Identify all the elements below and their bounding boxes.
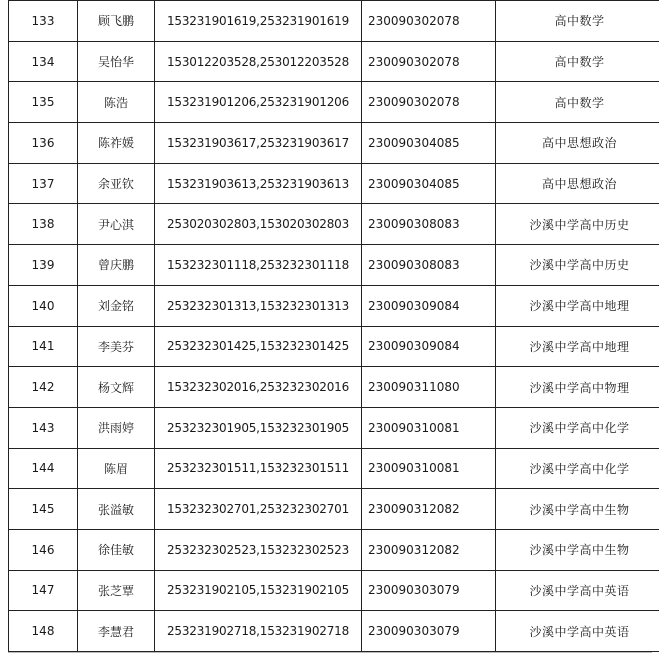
name-cell: 顾飞鹏	[78, 1, 155, 42]
exam-number-cell: 253232301905,153232301905	[155, 407, 362, 448]
exam-number-cell: 153231901206,253231901206	[155, 82, 362, 123]
name-cell: 杨文辉	[78, 367, 155, 408]
table-row	[9, 245, 659, 286]
table-row	[9, 82, 659, 123]
name-cell: 张溢敏	[78, 489, 155, 530]
row-number-cell: 144	[9, 448, 78, 489]
table-row	[9, 123, 659, 164]
name-cell: 张芝覃	[78, 570, 155, 611]
subject-cell: 沙溪中学高中历史	[496, 245, 659, 286]
row-number-cell: 137	[9, 163, 78, 204]
table-row	[9, 529, 659, 570]
certificate-number-cell: 230090303079	[362, 611, 496, 652]
exam-number-cell: 153012203528,253012203528	[155, 41, 362, 82]
row-number-cell: 146	[9, 529, 78, 570]
subject-cell: 高中数学	[496, 41, 659, 82]
name-cell: 徐佳敏	[78, 529, 155, 570]
certificate-number-cell: 230090310081	[362, 448, 496, 489]
name-cell: 刘金铭	[78, 285, 155, 326]
certificate-number-cell: 230090302078	[362, 82, 496, 123]
certificate-number-cell: 230090308083	[362, 245, 496, 286]
name-cell: 尹心淇	[78, 204, 155, 245]
subject-cell: 沙溪中学高中地理	[496, 326, 659, 367]
name-cell: 曾庆鹏	[78, 245, 155, 286]
row-number-cell: 147	[9, 570, 78, 611]
exam-number-cell: 253231902105,153231902105	[155, 570, 362, 611]
table-row	[9, 41, 659, 82]
row-number-cell: 145	[9, 489, 78, 530]
row-number-cell: 133	[9, 1, 78, 42]
exam-number-cell: 153231901619,253231901619	[155, 1, 362, 42]
subject-cell: 沙溪中学高中生物	[496, 489, 659, 530]
table-row	[9, 611, 659, 652]
row-number-cell: 141	[9, 326, 78, 367]
name-cell: 陈浩	[78, 82, 155, 123]
certificate-number-cell: 230090309084	[362, 285, 496, 326]
exam-number-cell: 253232301425,153232301425	[155, 326, 362, 367]
subject-cell: 沙溪中学高中英语	[496, 611, 659, 652]
name-cell: 余亚钦	[78, 163, 155, 204]
subject-cell: 沙溪中学高中地理	[496, 285, 659, 326]
row-number-cell: 134	[9, 41, 78, 82]
subject-cell: 沙溪中学高中化学	[496, 407, 659, 448]
exam-number-cell: 153231903617,253231903617	[155, 123, 362, 164]
name-cell: 李美芬	[78, 326, 155, 367]
row-number-cell: 142	[9, 367, 78, 408]
certificate-number-cell: 230090304085	[362, 123, 496, 164]
subject-cell: 沙溪中学高中化学	[496, 448, 659, 489]
exam-number-cell: 253232302523,153232302523	[155, 529, 362, 570]
row-number-cell: 139	[9, 245, 78, 286]
roster-table-container	[8, 0, 659, 652]
certificate-number-cell: 230090303079	[362, 570, 496, 611]
name-cell: 李慧君	[78, 611, 155, 652]
row-number-cell: 135	[9, 82, 78, 123]
row-number-cell: 143	[9, 407, 78, 448]
table-row	[9, 367, 659, 408]
subject-cell: 高中思想政治	[496, 123, 659, 164]
row-number-cell: 140	[9, 285, 78, 326]
exam-number-cell: 153232302016,253232302016	[155, 367, 362, 408]
table-row	[9, 489, 659, 530]
table-row	[9, 1, 659, 42]
subject-cell: 高中数学	[496, 1, 659, 42]
certificate-number-cell: 230090312082	[362, 489, 496, 530]
certificate-number-cell: 230090308083	[362, 204, 496, 245]
certificate-number-cell: 230090302078	[362, 41, 496, 82]
exam-number-cell: 253231902718,153231902718	[155, 611, 362, 652]
table-row	[9, 285, 659, 326]
name-cell: 洪雨婷	[78, 407, 155, 448]
table-row	[9, 163, 659, 204]
certificate-number-cell: 230090312082	[362, 529, 496, 570]
table-row	[9, 407, 659, 448]
page-bottom-divider	[8, 652, 652, 653]
table-row	[9, 204, 659, 245]
table-row	[9, 448, 659, 489]
exam-number-cell: 153232302701,253232302701	[155, 489, 362, 530]
table-row	[9, 570, 659, 611]
exam-number-cell: 153231903613,253231903613	[155, 163, 362, 204]
subject-cell: 沙溪中学高中物理	[496, 367, 659, 408]
name-cell: 吴怡华	[78, 41, 155, 82]
table-row	[9, 326, 659, 367]
subject-cell: 高中数学	[496, 82, 659, 123]
certificate-number-cell: 230090304085	[362, 163, 496, 204]
certificate-number-cell: 230090309084	[362, 326, 496, 367]
name-cell: 陈眉	[78, 448, 155, 489]
row-number-cell: 138	[9, 204, 78, 245]
roster-table	[8, 0, 659, 652]
certificate-number-cell: 230090302078	[362, 1, 496, 42]
name-cell: 陈祚媛	[78, 123, 155, 164]
row-number-cell: 148	[9, 611, 78, 652]
subject-cell: 高中思想政治	[496, 163, 659, 204]
exam-number-cell: 253232301313,153232301313	[155, 285, 362, 326]
subject-cell: 沙溪中学高中生物	[496, 529, 659, 570]
subject-cell: 沙溪中学高中历史	[496, 204, 659, 245]
exam-number-cell: 253020302803,153020302803	[155, 204, 362, 245]
certificate-number-cell: 230090311080	[362, 367, 496, 408]
exam-number-cell: 253232301511,153232301511	[155, 448, 362, 489]
subject-cell: 沙溪中学高中英语	[496, 570, 659, 611]
exam-number-cell: 153232301118,253232301118	[155, 245, 362, 286]
row-number-cell: 136	[9, 123, 78, 164]
certificate-number-cell: 230090310081	[362, 407, 496, 448]
roster-table-body	[9, 1, 659, 652]
